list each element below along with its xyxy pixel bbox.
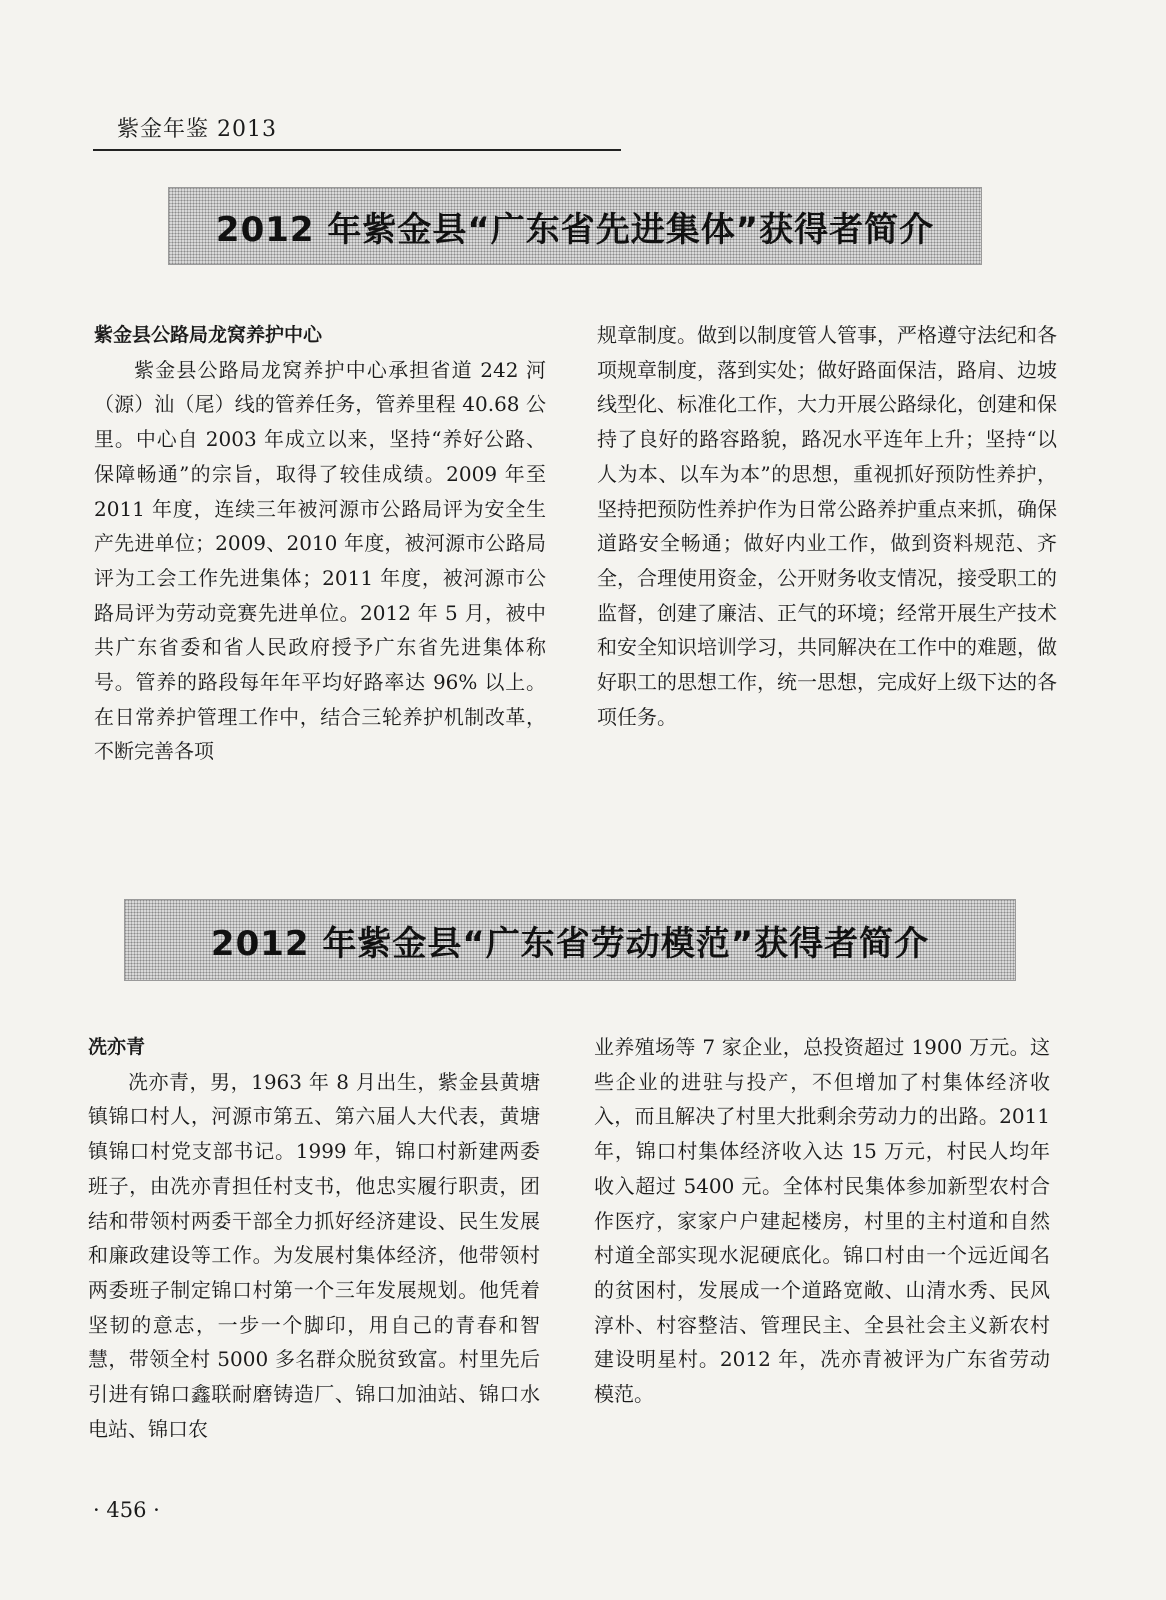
running-header: 紫金年鉴 2013 bbox=[117, 117, 277, 142]
section1-subtitle: 紫金县公路局龙窝养护中心 bbox=[94, 324, 323, 346]
section2-left-column bbox=[88, 1030, 540, 1446]
section2-right-paragraph: 业养殖场等 7 家企业，总投资超过 1900 万元。这些企业的进驻与投产，不但增加了村集体经济收入，而且解决了村里大批剩余劳动力的出路。2011 年，锦口村集体经济收入达 15 万元，村民人均年收入超过 5400 元。全体村民集体参加新型农村合作医疗，家家户户建起楼房，村里的主村道和自然村道全部实现水泥硬底化。锦口村由一个远近闻名的贫困村，发展成一个道路宽敞、山清水秀、民风淳朴、村容整洁、管理民主、全县社会主义新农村建设明星村。2012 年，冼亦青被评为广东省劳动模范。 bbox=[594, 1035, 1050, 1407]
section1-banner bbox=[168, 187, 982, 265]
section1-banner-title: 2012 年紫金县“广东省先进集体”获得者简介 bbox=[215, 209, 935, 250]
section2-right-column bbox=[594, 1030, 1050, 1412]
page-number: · 456 · bbox=[93, 1498, 160, 1522]
section1-left-column bbox=[94, 318, 546, 769]
header-rule bbox=[93, 149, 621, 151]
section1-right-paragraph: 规章制度。做到以制度管人管事，严格遵守法纪和各项规章制度，落到实处；做好路面保洁，路肩、边坡线型化、标准化工作，大力开展公路绿化，创建和保持了良好的路容路貌，路况水平连年上升；坚持“以人为本、以车为本”的思想，重视抓好预防性养护，坚持把预防性养护作为日常公路养护重点来抓，确保道路安全畅通；做好内业工作，做到资料规范、齐全，合理使用资金，公开财务收支情况，接受职工的监督，创建了廉洁、正气的环境；经常开展生产技术和安全知识培训学习，共同解决在工作中的难题，做好职工的思想工作，统一思想，完成好上级下达的各项任务。 bbox=[597, 323, 1057, 729]
section1-right-column bbox=[597, 318, 1057, 734]
section2-left-paragraph: 冼亦青，男，1963 年 8 月出生，紫金县黄塘镇锦口村人，河源市第五、第六届人大代表，黄塘镇锦口村党支部书记。1999 年，锦口村新建两委班子，由冼亦青担任村支书，他忠实履行职责，团结和带领村两委干部全力抓好经济建设、民生发展和廉政建设等工作。为发展村集体经济，他带领村两委班子制定锦口村第一个三年发展规划。他凭着坚韧的意志，一步一个脚印，用自己的青春和智慧，带领全村 5000 多名群众脱贫致富。村里先后引进有锦口鑫联耐磨铸造厂、锦口加油站、锦口水电站、锦口农 bbox=[88, 1069, 540, 1441]
section2-banner-title: 2012 年紫金县“广东省劳动模范”获得者简介 bbox=[210, 923, 930, 964]
section2-subtitle: 冼亦青 bbox=[88, 1036, 146, 1058]
section2-banner bbox=[124, 899, 1016, 981]
section1-left-paragraph: 紫金县公路局龙窝养护中心承担省道 242 河（源）汕（尾）线的管养任务，管养里程 40.68 公里。中心自 2003 年成立以来，坚持“养好公路、保障畅通”的宗旨，取得了较佳成绩。2009 年至 2011 年度，连续三年被河源市公路局评为安全生产先进单位；2009、2010 年度，被河源市公路局评为工会工作先进集体；2011 年度，被河源市公路局评为劳动竞赛先进单位。2012 年 5 月，被中共广东省委和省人民政府授予广东省先进集体称号。管养的路段每年年平均好路率达 96% 以上。在日常养护管理工作中，结合三轮养护机制改革，不断完善各项 bbox=[94, 357, 546, 764]
